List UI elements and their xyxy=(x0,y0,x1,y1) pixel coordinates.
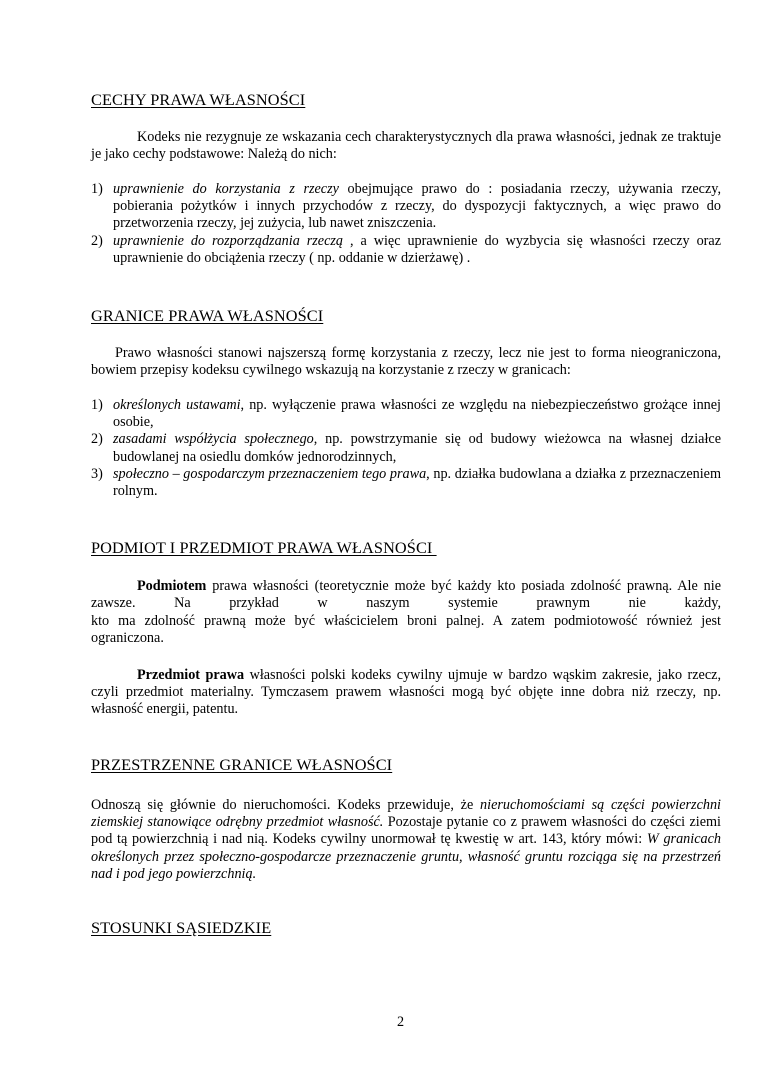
list-text: , np. powstrzymanie się od budowy wieżowca na własnej działce budowlanej na osiedlu domków jednorodzinnych, xyxy=(113,431,722,465)
list-text: , np. działka budowlana a działka z przeznaczeniem rolnym. xyxy=(113,465,721,500)
list-number: 2) xyxy=(91,232,103,249)
list-item xyxy=(91,397,721,431)
term-italic: określonych ustawami xyxy=(113,397,241,413)
list-number: 1) xyxy=(91,397,103,413)
list-number: 2) xyxy=(91,431,103,448)
paragraph-przestrzenne xyxy=(91,797,721,883)
paragraph-przedmiot xyxy=(91,667,721,719)
list-text: obejmujące prawo do : posiadania rzeczy, używania rzeczy, pobierania pożytków i innych przychodów z rzeczy, do dyspozycji faktycznych, a więc prawo do przetworzenia rzeczy, jej zużycia, lub nawet zniszczenia. xyxy=(113,181,721,232)
bold-term: Przedmiot prawa xyxy=(137,667,245,683)
paragraph-granice-intro: Prawo własności stanowi najszerszą formę korzystania z rzeczy, lecz nie jest to forma nieograniczona, bowiem przepisy kodeksu cywilnego wskazują na korzystanie z rzeczy w granicach: xyxy=(91,345,721,379)
list-item xyxy=(91,233,721,267)
list-number: 1) xyxy=(91,181,103,197)
list-item xyxy=(91,431,721,465)
paragraph-text: Odnoszą się głównie do nieruchomości. Kodeks przewiduje, że xyxy=(91,797,481,813)
paragraph-podmiot-b: kto ma zdolność prawną może być właścicielem broni palnej. A zatem podmiotowość również jest ograniczona. xyxy=(91,613,721,647)
list-text: , a więc uprawnienie do wyzbycia się własności rzeczy oraz uprawnienie do obciążenia rzeczy ( np. oddanie w dzierżawę) . xyxy=(113,232,721,266)
heading-podmiot: PODMIOT I PRZEDMIOT PRAWA WŁASNOŚCI xyxy=(91,538,437,557)
paragraph-cechy-intro: Kodeks nie rezygnuje ze wskazania cech charakterystycznych dla prawa własności, jednak ze traktuje je jako cechy podstawowe: Należą do nich: xyxy=(91,129,721,163)
page-number: 2 xyxy=(397,1014,405,1030)
list-item xyxy=(91,466,721,500)
list-text: , np. wyłączenie prawa własności ze względu na niebezpieczeństwo grożące innej osobie, xyxy=(113,397,721,431)
heading-przestrzenne: PRZESTRZENNE GRANICE WŁASNOŚCI xyxy=(91,755,393,774)
heading-granice: GRANICE PRAWA WŁASNOŚCI xyxy=(91,306,324,325)
bold-term: Podmiotem xyxy=(137,578,207,594)
heading-stosunki: STOSUNKI SĄSIEDZKIE xyxy=(91,918,272,937)
quote-italic: W granicach określonych przez społeczno-gospodarcze przeznaczenie gruntu, własność gruntu rozciąga się na przestrzeń nad i pod jego powierzchnią. xyxy=(91,831,721,882)
term-italic: uprawnienie do korzystania z rzeczy xyxy=(113,181,339,197)
paragraph-text: własności polski kodeks cywilny ujmuje w bardzo wąskim zakresie, jako rzecz, czyli przedmiot materialny. Tymczasem prawem własności mogą być objęte inne dobra niż rzeczy, np. własność energii, patentu. xyxy=(91,667,721,718)
list-cechy xyxy=(91,181,721,267)
term-italic: uprawnienie do rozporządzania rzeczą xyxy=(113,232,344,249)
paragraph-text: Pozostaje pytanie co z prawem własności do części ziemi pod tą powierzchnią i nad nią. Kodeks cywilny unormował tę kwestię w art. 143, który mówi: xyxy=(91,814,721,848)
term-italic: społeczno – gospodarczym przeznaczeniem tego prawa xyxy=(113,465,427,482)
paragraph-text: prawa własności (teoretycznie może być każdy kto posiada zdolność prawną. Ale nie zawsze. Na przykład w naszym systemie prawnym nie każdy, xyxy=(91,578,721,612)
list-granice xyxy=(91,397,721,500)
heading-cechy: CECHY PRAWA WŁASNOŚCI xyxy=(91,90,306,109)
paragraph-podmiot-a xyxy=(91,578,721,612)
list-item xyxy=(91,181,721,233)
quote-italic: nieruchomościami są części powierzchni ziemskiej stanowiące odrębny przedmiot własność. xyxy=(91,797,721,831)
list-number: 3) xyxy=(91,465,103,482)
term-italic: zasadami współżycia społecznego xyxy=(113,431,314,448)
